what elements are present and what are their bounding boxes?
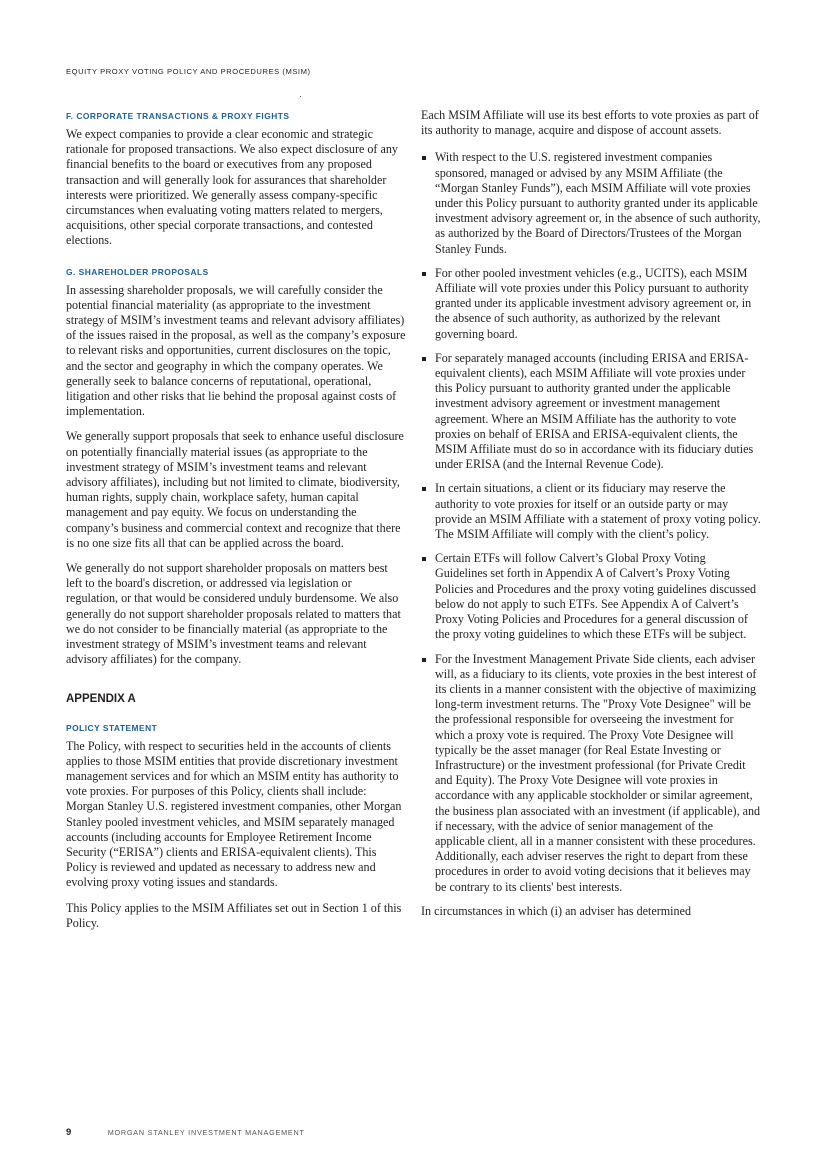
bullet-icon <box>422 272 426 276</box>
section-g-paragraph-1: In assessing shareholder proposals, we will carefully consider the potential financial materiality (as appropriate to the investment strategy of MSIM’s investment teams and relevant advisory affiliates) of the issues raised in the proposal, as well as the company’s exposure to relevant risks and opportunities, current disclosures on the topic, and the sector and geography in which the company operates. We generally seek to balance concerns of reputational, operational, litigation and other risks that lie behind the proposal against costs of implementation. <box>66 282 406 419</box>
bullet-icon <box>422 557 426 561</box>
page-number: 9 <box>66 1127 72 1138</box>
list-item <box>421 551 761 642</box>
list-item-text: Certain ETFs will follow Calvert’s Global Proxy Voting Guidelines set forth in Appendix A of Calvert’s Proxy Voting Policies and Procedures and the proxy voting guidelines discussed below do not apply to such ETFs. See Appendix A of Calvert’s Proxy Voting Policies and Procedures for a general discussion of the proxy voting guidelines to which these ETFs will be subject. <box>435 551 757 642</box>
section-g-heading: G. SHAREHOLDER PROPOSALS <box>66 266 209 277</box>
section-f-paragraph: We expect companies to provide a clear economic and strategic rationale for proposed transactions. We also expect disclosure of any financial benefits to the board or executives from any proposed transaction and will generally look for assurances that shareholder interests were prioritized. We generally assess company-specific circumstances when evaluating voting matters related to mergers, acquisitions, other special corporate transactions, and contested elections. <box>66 127 398 248</box>
section-g-paragraph-3: We generally do not support shareholder proposals on matters best left to the board's discretion, or addressed via legislation or regulation, or that would be considered unduly burdensome. We also generally do not support shareholder proposals related to matters that we do not consider to be financially material (as appropriate to the investment strategy of MSIM’s investment teams and relevant advisory affiliates) for the company. <box>66 561 401 667</box>
section-g-paragraph-2: We generally support proposals that seek to enhance useful disclosure on potentially financially material issues (as appropriate to the investment strategy of MSIM’s investment teams and relevant advisory affiliates), including but not limited to climate, biodiversity, human rights, supply chain, workplace safety, human capital management and pay equity. We focus on understanding the company’s business and commercial context and recognize that there is no one size fits all that can be applied across the board. <box>66 429 404 550</box>
section-f-heading: F. CORPORATE TRANSACTIONS & PROXY FIGHTS <box>66 111 290 121</box>
running-header: EQUITY PROXY VOTING POLICY AND PROCEDURES (MSIM) <box>66 67 311 76</box>
right-intro-paragraph: Each MSIM Affiliate will use its best efforts to vote proxies as part of its authority to manage, acquire and dispose of account assets. <box>421 108 759 138</box>
stray-dot <box>300 96 301 97</box>
list-item-text: In certain situations, a client or its fiduciary may reserve the authority to vote proxies for itself or an outside party or may provide an MSIM Affiliate with a statement of proxy voting policy. The MSIM Affiliate will comply with the client’s policy. <box>435 481 761 542</box>
list-item-text: With respect to the U.S. registered investment companies sponsored, managed or advised by any MSIM Affiliate (the “Morgan Stanley Funds”), each MSIM Affiliate will vote proxies under this Policy pursuant to authority granted under its applicable investment advisory agreement or, in the absence of such authority, as authorized by the Board of Directors/Trustees of the Morgan Stanley Funds. <box>435 150 761 256</box>
firm-name: MORGAN STANLEY INVESTMENT MANAGEMENT <box>107 1128 305 1137</box>
bullet-icon <box>422 357 426 361</box>
bullet-icon <box>422 487 426 491</box>
list-item-text: For separately managed accounts (including ERISA and ERISA-equivalent clients), each MSIM Affiliate will vote proxies under this Policy pursuant to authority granted under the applicable investment advisory agreement or investment management agreement. Where an MSIM Affiliate has the authority to vote proxies on behalf of ERISA and ERISA-equivalent clients, the MSIM Affiliate must do so in accordance with its fiduciary duties under ERISA (and the Internal Revenue Code). <box>435 350 754 472</box>
list-item-text: For the Investment Management Private Side clients, each adviser will, as a fiduciary to its clients, vote proxies in the best interest of its clients in a manner consistent with the objective of maximizing long-term investment returns. The "Proxy Vote Designee" will be the professional responsible for overseeing the investment for which a proxy vote is required. The Proxy Vote Designee will typically be the asset manager (for Real Estate Investing or Infrastructure) or the investment professional (for Private Credit and Equity). The Proxy Vote Designee will vote proxies in accordance with any applicable stockholder or similar agreement, the business plan associated with an investment (if applicable), and if necessary, with the advice of senior management of the applicable client, all in a manner consistent with these procedures. Additionally, each adviser reserves the right to depart from these procedures in order to avoid voting decisions that it believes may be contrary to its clients' best interests. <box>435 651 761 894</box>
list-item <box>421 266 761 342</box>
proxy-authority-list <box>421 150 761 894</box>
policy-statement-heading: POLICY STATEMENT <box>66 722 158 733</box>
page-footer <box>66 1122 305 1140</box>
policy-statement-paragraph-2: This Policy applies to the MSIM Affiliates set out in Section 1 of this Policy. <box>66 900 402 930</box>
list-item <box>421 652 761 895</box>
policy-statement-paragraph-1: The Policy, with respect to securities held in the accounts of clients applies to those MSIM entities that provide discretionary investment management services and for which an MSIM entity has authority to vote proxies. For purposes of this Policy, clients shall include: Morgan Stanley U.S. registered investment companies, other Morgan Stanley pooled investment vehicles, and MSIM separately managed accounts (including accounts for Employee Retirement Income Security (“ERISA”) clients and ERISA-equivalent clients). This Policy is reviewed and updated as necessary to address new and evolving proxy voting issues and standards. <box>66 738 402 890</box>
right-column <box>421 108 761 929</box>
appendix-a-heading: APPENDIX A <box>66 692 136 705</box>
list-item <box>421 481 761 542</box>
list-item <box>421 150 761 256</box>
right-continuation-paragraph: In circumstances in which (i) an adviser has determined <box>421 903 691 918</box>
list-item-text: For other pooled investment vehicles (e.g., UCITS), each MSIM Affiliate will vote proxies under this Policy pursuant to authority granted under its applicable investment advisory agreement or, in the absence of such authority, as authorized by the relevant governing board. <box>435 265 752 341</box>
left-column <box>66 111 406 941</box>
bullet-icon <box>422 658 426 662</box>
list-item <box>421 351 761 473</box>
bullet-icon <box>422 156 426 160</box>
